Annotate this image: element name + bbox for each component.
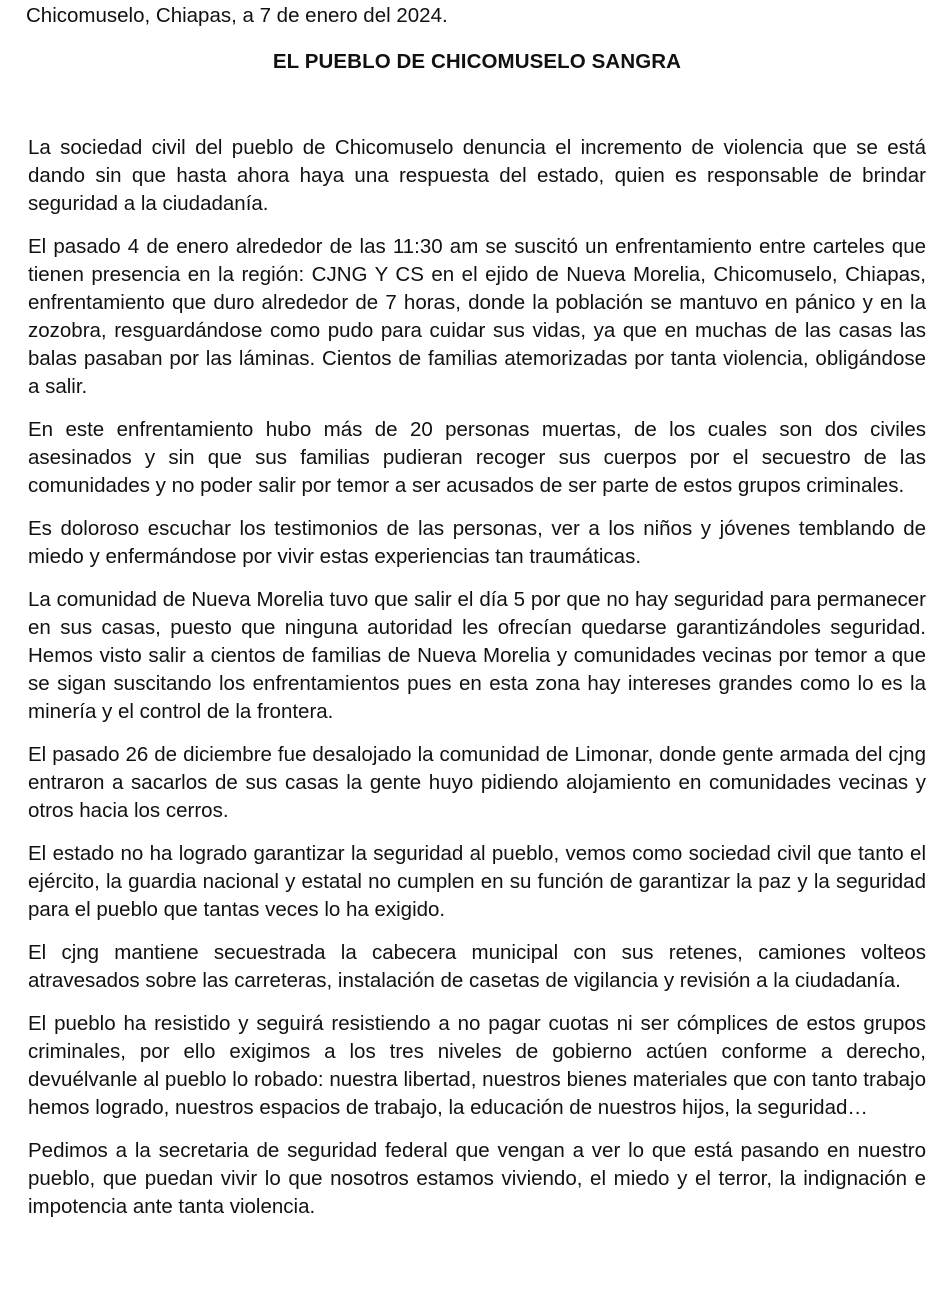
paragraph: La comunidad de Nueva Morelia tuvo que salir el día 5 por que no hay seguridad para permanecer en sus casas, puesto que ninguna autoridad les ofrecían quedarse garantizándoles seguridad. Hemos visto salir a cientos de familias de Nueva Morelia y comunidades vecinas por temor a que se sigan suscitando los enfrentamientos pues en esta zona hay intereses grandes como lo es la minería y el control de la frontera.	[28, 588, 926, 723]
paragraph: Es doloroso escuchar los testimonios de las personas, ver a los niños y jóvenes temblando de miedo y enfermándose por vivir estas experiencias tan traumáticas.	[28, 517, 926, 568]
dateline: Chicomuselo, Chiapas, a 7 de enero del 2024.	[26, 4, 448, 27]
paragraph: El pueblo ha resistido y seguirá resistiendo a no pagar cuotas ni ser cómplices de estos grupos criminales, por ello exigimos a los tres niveles de gobierno actúen conforme a derecho, devuélvanle al pueblo lo robado: nuestra libertad, nuestros bienes materiales que con tanto trabajo hemos logrado, nuestros espacios de trabajo, la educación de nuestros hijos, la seguridad…	[28, 1012, 926, 1119]
paragraph: El estado no ha logrado garantizar la seguridad al pueblo, vemos como sociedad civil que tanto el ejército, la guardia nacional y estatal no cumplen en su función de garantizar la paz y la seguridad para el pueblo que tantas veces lo ha exigido.	[28, 842, 926, 921]
paragraph: En este enfrentamiento hubo más de 20 personas muertas, de los cuales son dos civiles asesinados y sin que sus familias pudieran recoger sus cuerpos por el secuestro de las comunidades y no poder salir por temor a ser acusados de ser parte de estos grupos criminales.	[28, 418, 926, 497]
document-body	[28, 134, 926, 1221]
paragraph: El pasado 4 de enero alrededor de las 11:30 am se suscitó un enfrentamiento entre carteles que tienen presencia en la región: CJNG Y CS en el ejido de Nueva Morelia, Chicomuselo, Chiapas, enfrentamiento que duro alrededor de 7 horas, donde la población se mantuvo en pánico y en la zozobra, resguardándose como pudo para cuidar sus vidas, ya que en muchas de las casas las balas pasaban por las láminas. Cientos de familias atemorizadas por tanta violencia, obligándose a salir.	[28, 235, 926, 398]
paragraph: El pasado 26 de diciembre fue desalojado la comunidad de Limonar, donde gente armada del cjng entraron a sacarlos de sus casas la gente huyo pidiendo alojamiento en comunidades vecinas y otros hacia los cerros.	[28, 743, 926, 822]
document-title: EL PUEBLO DE CHICOMUSELO SANGRA	[272, 50, 682, 73]
paragraph: Pedimos a la secretaria de seguridad federal que vengan a ver lo que está pasando en nuestro pueblo, que puedan vivir lo que nosotros estamos viviendo, el miedo y el terror, la indignación e impotencia ante tanta violencia.	[28, 1139, 926, 1218]
paragraph: El cjng mantiene secuestrada la cabecera municipal con sus retenes, camiones volteos atravesados sobre las carreteras, instalación de casetas de vigilancia y revisión a la ciudadanía.	[28, 941, 926, 992]
paragraph: La sociedad civil del pueblo de Chicomuselo denuncia el incremento de violencia que se está dando sin que hasta ahora haya una respuesta del estado, quien es responsable de brindar seguridad a la ciudadanía.	[28, 136, 926, 215]
